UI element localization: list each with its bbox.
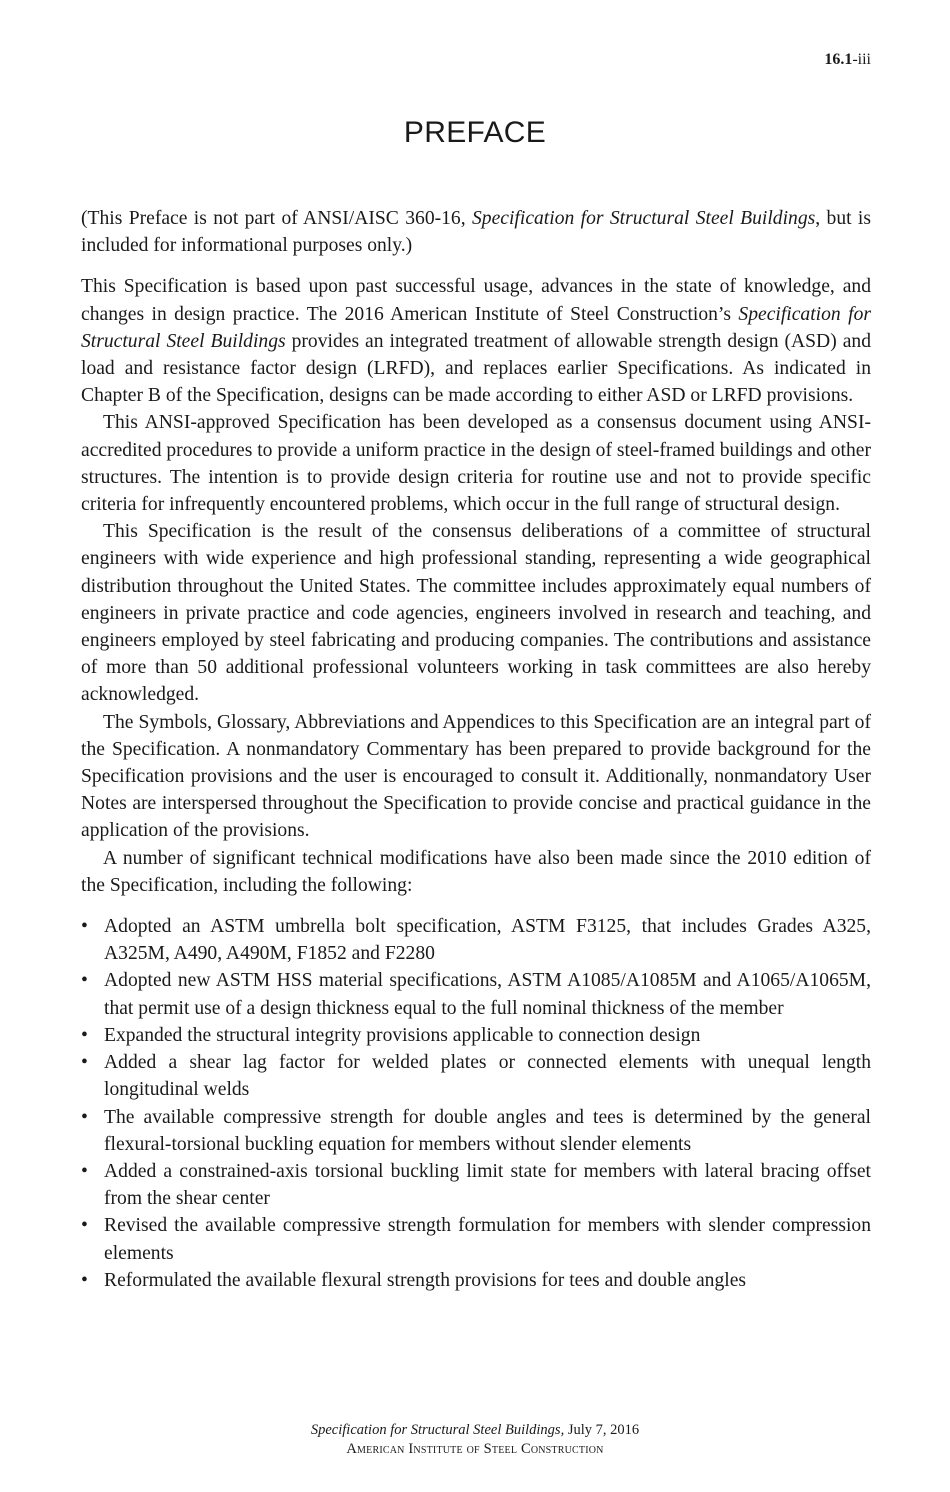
footer-date: July 7, 2016 <box>564 1422 640 1438</box>
page-footer <box>0 1421 950 1459</box>
list-item <box>81 1049 871 1103</box>
list-item-text: Reformulated the available flexural strength provisions for tees and double angles <box>104 1269 747 1291</box>
bullet-icon: • <box>81 916 88 938</box>
footer-organization: American Institute of Steel Construction <box>346 1441 604 1457</box>
list-item-text: Added a constrained-axis torsional buckling limit state for members with lateral bracing offset from the shear center <box>104 1160 871 1210</box>
intro-note-title: Specification for Structural Steel Buildings <box>472 208 816 229</box>
list-item-text: Expanded the structural integrity provisions applicable to connection design <box>104 1024 701 1046</box>
paragraph-1-text-2: provides an integrated treatment of allowable strength design (ASD) and load and resistance factor design (LRFD), and replaces earlier Specifications. As indicated in Chapter B of the Specification, designs can be made according to either ASD or LRFD provisions. <box>81 330 872 407</box>
list-item <box>81 967 871 1021</box>
intro-note <box>81 205 871 259</box>
list-item-text: Adopted an ASTM umbrella bolt specification, ASTM F3125, that includes Grades A325, A325M, A490, A490M, F1852 and F2280 <box>104 916 871 965</box>
list-item-text: Adopted new ASTM HSS material specifications, ASTM A1085/A1085M and A1065/​A1065M, that permit use of a design thickness equal to the full nominal thickness of the member <box>104 970 871 1019</box>
list-item-text: Revised the available compressive strength formulation for members with slender compression elements <box>104 1215 871 1264</box>
list-item <box>81 1212 871 1266</box>
paragraph-1-title: Specification for Structural Steel Buildings <box>81 303 871 352</box>
list-item <box>81 1022 871 1049</box>
paragraph-1-text-1: This Specification is based upon past successful usage, advances in the state of knowledge, and changes in design practice. The 2016 American Institute of Steel Construction’s <box>81 276 871 325</box>
list-item <box>81 1267 871 1294</box>
paragraph-5: A number of significant technical modifications have also been made since the 2010 edition of the Specification, including the following: <box>81 847 871 896</box>
list-item-text: Added a shear lag factor for welded plates or connected elements with unequal length longitudinal welds <box>104 1052 871 1101</box>
list-item <box>81 1158 871 1212</box>
bullet-icon: • <box>81 1024 88 1046</box>
list-item <box>81 913 871 967</box>
paragraph-3: This Specification is the result of the consensus deliberations of a committee of structural engineers with wide experience and high professional standing, representing a wide geographical distribution throughout the United States. The committee includes approximately equal numbers of engineers in private practice and code agencies, engineers involved in research and teaching, and engineers employed by steel fabricating and producing companies. The contributions and assistance of more than 50 additional professional volunteers working in task committees are also hereby acknowledged. <box>81 521 871 706</box>
intro-note-text-1: (This Preface is not part of ANSI/AISC 360-16, <box>81 208 472 229</box>
modifications-list <box>81 913 871 1294</box>
intro-note-text-2: , but is included for informational purposes only.) <box>81 208 871 257</box>
list-item-text: The available compressive strength for double angles and tees is determined by the general flexural-torsional buckling equation for members without slender elements <box>104 1106 871 1155</box>
preface-body <box>81 205 871 1294</box>
paragraph-1 <box>81 273 871 409</box>
page-number-bold: 16.1 <box>824 51 853 68</box>
page-number <box>824 50 871 70</box>
page-number-rest: -iii <box>852 51 871 68</box>
bullet-icon: • <box>81 1052 88 1074</box>
list-item <box>81 1104 871 1158</box>
bullet-icon: • <box>81 1106 88 1128</box>
paragraph-4: The Symbols, Glossary, Abbreviations and Appendices to this Specification are an integral part of the Specification. A nonmandatory Commentary has been prepared to provide background for the Specification provisions and the user is encouraged to consult it. Additionally, nonmandatory User Notes are interspersed throughout the Specification to provide concise and practical guidance in the application of the provisions. <box>81 711 871 842</box>
footer-spec-title: Specification for Structural Steel Buildings, <box>310 1422 565 1438</box>
bullet-icon: • <box>81 1269 88 1291</box>
page-title: PREFACE <box>403 116 547 149</box>
paragraph-2: This ANSI-approved Specification has been developed as a consensus document using ANSI-accredited procedures to provide a uniform practice in the design of steel-framed buildings and other structures. The intention is to provide design criteria for routine use and not to provide specific criteria for infrequently encountered problems, which occur in the full range of structural design. <box>81 412 871 516</box>
bullet-icon: • <box>81 1160 88 1182</box>
bullet-icon: • <box>81 970 88 992</box>
footer-line-1 <box>0 1421 950 1440</box>
bullet-icon: • <box>81 1215 88 1237</box>
